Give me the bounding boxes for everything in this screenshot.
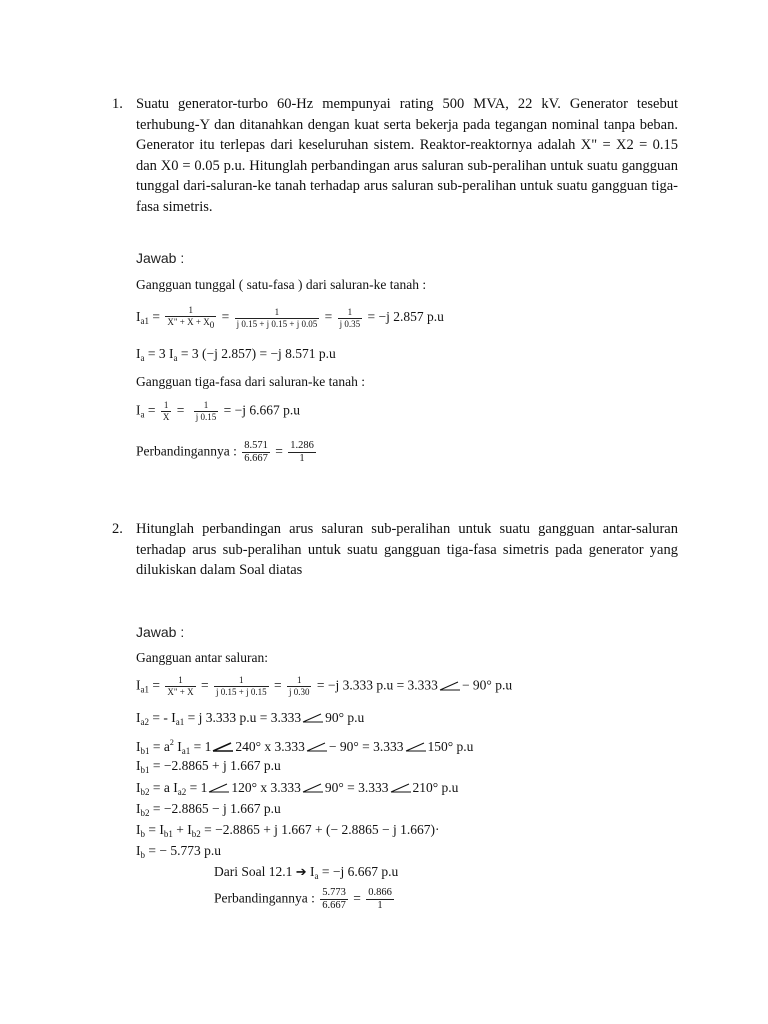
problem-2-text: Hitunglah perbandingan arus saluran sub-peralihan untuk suatu gangguan antar-saluran terhadap arus sub-peralihan untuk suatu gangguan tiga-fasa simetris pada generator yang dilukiskan dalam Soal diatas xyxy=(136,521,678,578)
p2-ratio: Perbandingannya : $\frac{5.773}{6.667}$ = $\frac{0.866}{1}$ xyxy=(214,887,392,911)
angle-icon xyxy=(212,742,234,752)
problem-1-number: 1. xyxy=(112,96,123,112)
p2-eq-ib-result: $I_b$ = − 5.773 p.u xyxy=(136,843,221,860)
p1-frac-1: $\frac{1}{X" + X + X_0}$ xyxy=(167,305,215,330)
p2-eq-ib1-rect: $I_{b1} = -2.8865 + j$ 1.667 p.u xyxy=(136,758,281,775)
problem-1 xyxy=(112,94,678,217)
p1-ratio: Perbandingannya : $\frac{8.571}{6.667}$ = $\frac{1.286}{1}$ xyxy=(136,440,314,464)
p1-eq-ia: $I_a = 3$ $I_a = 3$ (−j 2.857) = −j 8.571 p.u xyxy=(136,346,336,363)
angle-icon xyxy=(439,681,461,691)
p1-heading-single-phase: Gangguan tunggal ( satu-fasa ) dari saluran-ke tanah : xyxy=(136,277,427,292)
p2-eq-ib1: $I_{b1} = a^2$ $I_{a1} = 1$ 240° x 3.333 − 90° = 3.333 150° p.u xyxy=(136,738,474,756)
p1-eq-ia-3phase: $I_a$ = $\frac{1}{X}$ = $\frac{1}{j 0.15}$ = −j 6.667 p.u xyxy=(136,400,300,422)
p2-eq-ib2: $I_{b2} = a$ $I_{a2} = 1$ 120° x 3.333 90° = 3.333 210° p.u xyxy=(136,780,459,797)
angle-icon xyxy=(208,783,230,793)
angle-icon xyxy=(390,783,412,793)
arrow-right-icon: ➔ xyxy=(295,864,307,879)
p2-eq-ia2: $I_{a2}$ = - $I_{a1} = j$ 3.333 p.u = 3.333 90° p.u xyxy=(136,710,365,727)
angle-icon xyxy=(306,742,328,752)
p1-heading-three-phase: Gangguan tiga-fasa dari saluran-ke tanah : xyxy=(136,374,366,389)
angle-icon xyxy=(405,742,427,752)
answer-2-label: Jawab : xyxy=(136,624,185,640)
p1-frac-3: $\frac{1}{j 0.35}$ xyxy=(339,306,361,329)
angle-icon xyxy=(302,783,324,793)
problem-2-number: 2. xyxy=(112,521,123,537)
problem-2 xyxy=(112,519,678,581)
angle-icon xyxy=(302,713,324,723)
p2-eq-ib2-rect: $I_{b2} = -2.8865 - j$ 1.667 p.u xyxy=(136,801,281,818)
problem-1-text: Suatu generator-turbo 60-Hz mempunyai rating 500 MVA, 22 kV. Generator tesebut terhubung-Y dan ditanahkan dengan kuat serta bekerja pada tegangan nominal tanpa beban. Generator itu terlepas dari keseluruhan sistem. Reaktor-reaktornya adalah X" = X2 = 0.15 dan X0 = 0.05 p.u. Hitunglah perbandingan arus saluran sub-peralihan untuk suatu gangguan tunggal dari-saluran-ke tanah terhadap arus saluran sub-peralihan untuk suatu gangguan tiga-fasa simetris. xyxy=(136,96,678,215)
p2-heading: Gangguan antar saluran: xyxy=(136,650,268,665)
p1-frac-2: $\frac{1}{j 0.15 + j 0.15 + j 0.05}$ xyxy=(236,306,318,329)
p1-eq-ia1: $I_{a1}$ = $\frac{1}{X" + X + X_0}$ = $\frac{1}{j 0.15 + j 0.15 + j 0.05}$ = $\frac{1}{j 0.35}$ = −j 2.857 p.u xyxy=(136,305,444,330)
p2-eq-ib: $I_b = I_{b1} + I_{b2} = -2.8865 + j$ 1.667 + (− 2.8865 − j 1.667)· xyxy=(136,822,440,839)
p2-reference: Dari Soal 12.1 ➔ $I_a = -j$ 6.667 p.u xyxy=(214,864,399,881)
p2-eq-ia1: $I_{a1}$ = $\frac{1}{X" + X}$ = $\frac{1}{j 0.15 + j 0.15}$ = $\frac{1}{j 0.30}$ = −j 3.333 p.u = 3.333 − 90° p.u xyxy=(136,675,513,697)
answer-1-label: Jawab : xyxy=(136,250,185,266)
